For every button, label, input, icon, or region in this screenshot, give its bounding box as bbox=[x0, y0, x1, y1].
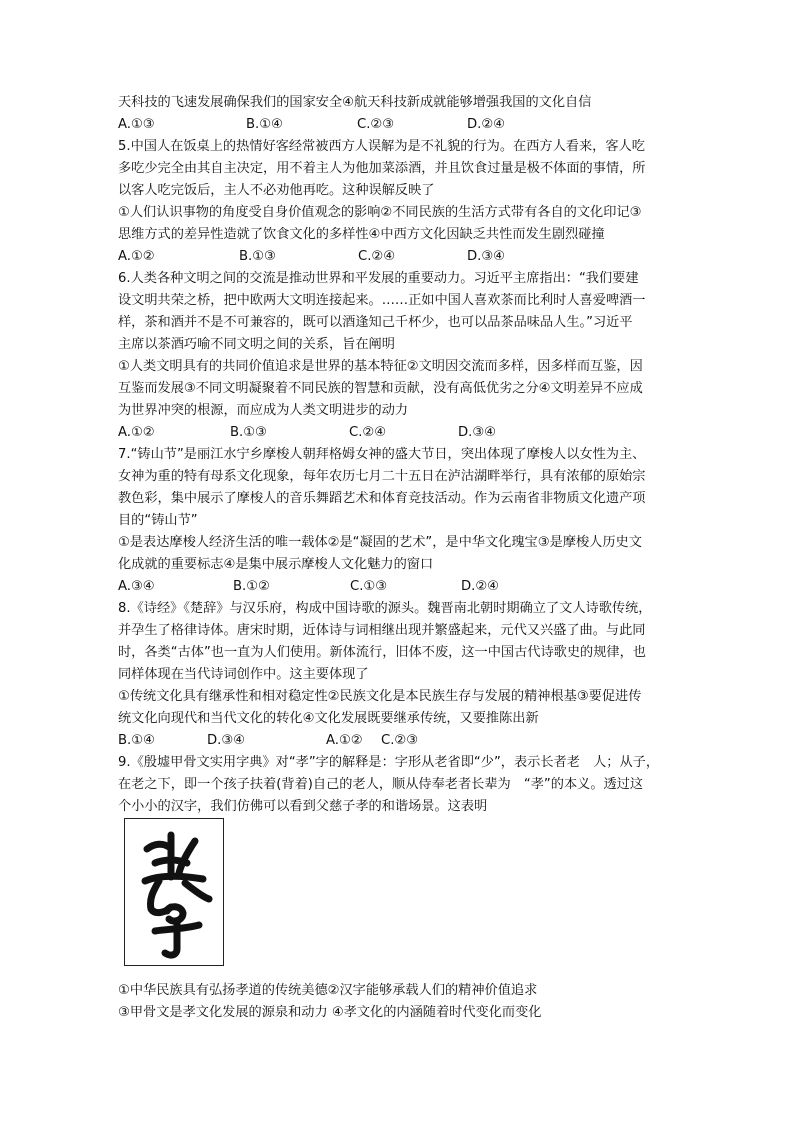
document-body bbox=[118, 92, 678, 818]
text-line: ①中华民族具有弘扬孝道的传统美德②汉字能够承载人们的精神价值追求 bbox=[118, 983, 538, 998]
question-8-stem: 8.《诗经》《楚辞》与汉乐府，构成中国诗歌的源头。魏晋南北朝时期确立了文人诗歌传统， bbox=[118, 601, 652, 616]
answer-options-q7 bbox=[118, 576, 678, 598]
question-6-stem: 6.人类各种文明之间的交流是推动世界和平发展的重要动力。习近平主席指出：“我们要建 bbox=[118, 271, 639, 286]
answer-options-q8 bbox=[118, 730, 678, 752]
option: A.①② bbox=[326, 733, 363, 748]
text-line: ①人类文明具有的共同价值追求是世界的基本特征②文明因交流而多样，因多样而互鉴，因 bbox=[118, 359, 643, 374]
option: C.②③ bbox=[381, 733, 419, 748]
text-line: ①是表达摩梭人经济生活的唯一载体②是“凝固的艺术”，是中华文化瑰宝③是摩梭人历史文 bbox=[118, 535, 642, 550]
text-line: 样，茶和酒并不是不可兼容的，既可以酒逢知己千杯少，也可以品茶品味品人生。”习近平 bbox=[118, 315, 633, 330]
text-line: 主席以茶酒巧喻不同文明之间的关系，旨在阐明 bbox=[118, 337, 395, 352]
option: B.①③ bbox=[230, 425, 267, 440]
option: A.①③ bbox=[118, 117, 155, 132]
option: D.③④ bbox=[207, 733, 245, 748]
text-line: 时，各类“古体”也一直为人们使用。新体流行，旧体不废，这一中国古代诗歌史的规律，也 bbox=[118, 645, 646, 660]
option: D.②④ bbox=[461, 579, 499, 594]
option: A.①② bbox=[118, 249, 155, 264]
text-line: ①传统文化具有继承性和相对稳定性②民族文化是本民族生存与发展的精神根基③要促进传 bbox=[118, 689, 642, 704]
text-line: 多吃少完全由其自主决定，用不着主人为他加菜添酒，并且饮食过量是极不体面的事情，所 bbox=[118, 161, 646, 176]
xiao-glyph-icon bbox=[125, 819, 223, 965]
option: B.①④ bbox=[118, 733, 155, 748]
text-line: 教色彩，集中展示了摩梭人的音乐舞蹈艺术和体育竞技活动。作为云南省非物质文化遗产项 bbox=[118, 491, 646, 506]
text-line: 天科技的飞速发展确保我们的国家安全④航天科技新成就能够增强我国的文化自信 bbox=[118, 95, 592, 110]
option: A.①② bbox=[118, 425, 155, 440]
option: D.②④ bbox=[467, 117, 505, 132]
option: A.③④ bbox=[118, 579, 155, 594]
answer-options-q4 bbox=[118, 114, 678, 136]
text-line: ①人们认识事物的角度受自身价值观念的影响②不同民族的生活方式带有各自的文化印记③ bbox=[118, 205, 642, 220]
text-line: 女神为重的特有母系文化现象，每年农历七月二十五日在泸沽湖畔举行，具有浓郁的原始宗 bbox=[118, 469, 646, 484]
text-line: 同样体现在当代诗词创作中。这主要体现了 bbox=[118, 667, 369, 682]
text-line: 为世界冲突的根源，而应成为人类文明进步的动力 bbox=[118, 403, 409, 418]
question-5-stem: 5.中国人在饭桌上的热情好客经常被西方人误解为是不礼貌的行为。在西方人看来，客人吃 bbox=[118, 139, 645, 154]
option: C.①③ bbox=[350, 579, 388, 594]
option: D.③④ bbox=[467, 249, 505, 264]
question-9-stem: 9.《殷墟甲骨文实用字典》对“孝”字的解释是：字形从老省即“少”，表示长者老 人；从子， bbox=[118, 755, 660, 770]
option: C.②③ bbox=[357, 117, 395, 132]
text-line: 互鉴而发展③不同文明凝聚着不同民族的智慧和贡献，没有高低优劣之分④文明差异不应成 bbox=[118, 381, 643, 396]
text-line: ③甲骨文是孝文化发展的源泉和动力 ④孝文化的内涵随着时代变化而变化 bbox=[118, 1005, 542, 1020]
option: C.②④ bbox=[358, 249, 396, 264]
text-line: 在老之下，即一个孩子扶着(背着)自己的老人，顺从侍奉老者长辈为 “孝”的本义。透过这 bbox=[118, 777, 644, 792]
text-line: 设文明共荣之桥，把中欧两大文明连接起来。……正如中国人喜欢茶而比利时人喜爱啤酒一 bbox=[118, 293, 646, 308]
option: B.①③ bbox=[239, 249, 276, 264]
oracle-bone-xiao-character-image bbox=[124, 818, 224, 966]
answer-options-q5 bbox=[118, 246, 678, 268]
option: B.①④ bbox=[246, 117, 283, 132]
option: D.③④ bbox=[458, 425, 496, 440]
text-line: 个小小的汉字，我们仿佛可以看到父慈子孝的和谐场景。这表明 bbox=[118, 799, 488, 814]
text-line: 化成就的重要标志④是集中展示摩梭人文化魅力的窗口 bbox=[118, 557, 434, 572]
text-line: 统文化向现代和当代文化的转化④文化发展既要继承传统，又要推陈出新 bbox=[118, 711, 539, 726]
option: C.②④ bbox=[349, 425, 387, 440]
option: B.①② bbox=[233, 579, 270, 594]
text-line: 以客人吃完饭后，主人不必劝他再吃。这种误解反映了 bbox=[118, 183, 435, 198]
question-9-choices-block bbox=[118, 980, 678, 1024]
answer-options-q6 bbox=[118, 422, 678, 444]
text-line: 思维方式的差异性造就了饮食文化的多样性④中西方文化因缺乏共性而发生剧烈碰撞 bbox=[118, 227, 605, 242]
text-line: 目的“铸山节” bbox=[118, 513, 198, 528]
question-7-stem: 7.“铸山节”是丽江水宁乡摩梭人朝拜格姆女神的盛大节日，突出体现了摩梭人以女性为主、 bbox=[118, 447, 646, 462]
text-line: 并孕生了格律诗体。唐宋时期，近体诗与词相继出现并繁盛起来，元代又兴盛了曲。与此同 bbox=[118, 623, 646, 638]
